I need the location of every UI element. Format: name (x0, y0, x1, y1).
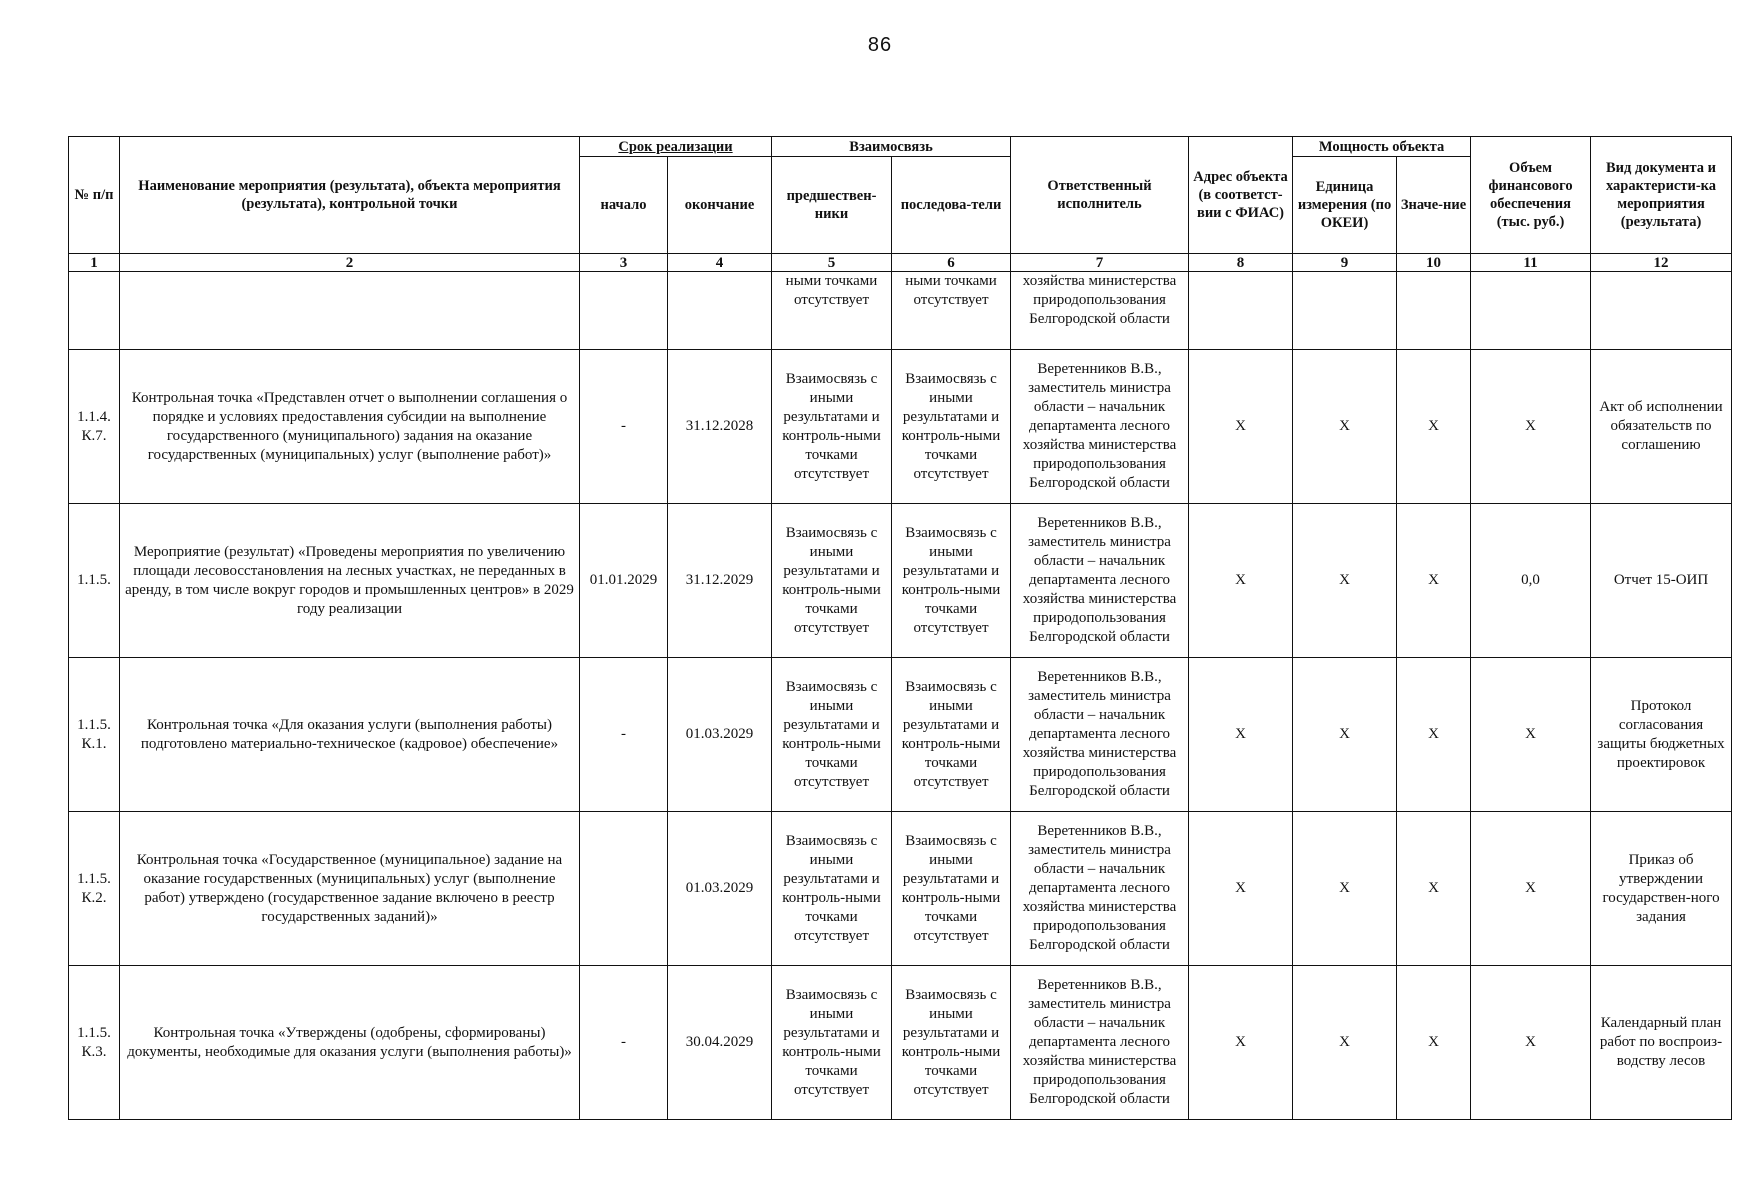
cell-finance (1471, 272, 1591, 350)
cell-address: X (1189, 504, 1293, 658)
cell-name: Контрольная точка «Представлен отчет о выполнении соглашения о порядке и условиях предоставления субсидии на выполнение государственного (муниципального) задания на оказание государственных (муниципальных) услуг (выполнение работ)» (120, 350, 580, 504)
cell-finance: X (1471, 966, 1591, 1120)
column-number: 8 (1189, 254, 1293, 272)
cell-unit: X (1293, 812, 1397, 966)
header-end: окончание (668, 157, 772, 254)
cell-value (1397, 272, 1471, 350)
cell-name: Контрольная точка «Утверждены (одобрены, сформированы) документы, необходимые для оказания услуги (выполнения работы)» (120, 966, 580, 1120)
header-value: Значе-ние (1397, 157, 1471, 254)
cell-end: 30.04.2029 (668, 966, 772, 1120)
cell-successors: Взаимосвязь с иными результатами и контроль-ными точками отсутствует (892, 812, 1011, 966)
cell-num (69, 272, 120, 350)
table-row (69, 812, 1732, 966)
cell-start (580, 272, 668, 350)
header-link-group: Взаимосвязь (772, 137, 1011, 157)
cell-document: Приказ об утверждении государствен-ного задания (1591, 812, 1732, 966)
cell-num: 1.1.5. К.1. (69, 658, 120, 812)
cell-predecessors: ными точками отсутствует (772, 272, 892, 350)
cell-finance: 0,0 (1471, 504, 1591, 658)
column-number: 10 (1397, 254, 1471, 272)
cell-predecessors: Взаимосвязь с иными результатами и контроль-ными точками отсутствует (772, 504, 892, 658)
cell-responsible: Веретенников В.В., заместитель министра области – начальник департамента лесного хозяйства министерства природопользования Белгородской области (1011, 504, 1189, 658)
column-number: 7 (1011, 254, 1189, 272)
cell-finance: X (1471, 350, 1591, 504)
cell-successors: Взаимосвязь с иными результатами и контроль-ными точками отсутствует (892, 504, 1011, 658)
cell-document: Календарный план работ по воспроиз-водству лесов (1591, 966, 1732, 1120)
cell-unit: X (1293, 504, 1397, 658)
cell-unit: X (1293, 350, 1397, 504)
implementation-plan-table (68, 136, 1732, 1120)
cell-end: 31.12.2028 (668, 350, 772, 504)
cell-end: 31.12.2029 (668, 504, 772, 658)
cell-end: 01.03.2029 (668, 812, 772, 966)
header-successors: последова-тели (892, 157, 1011, 254)
cell-document: Протокол согласования защиты бюджетных проектировок (1591, 658, 1732, 812)
header-row-top (69, 137, 1732, 157)
cell-value: X (1397, 658, 1471, 812)
cell-predecessors: Взаимосвязь с иными результатами и контроль-ными точками отсутствует (772, 658, 892, 812)
table-row (69, 504, 1732, 658)
cell-responsible: хозяйства министерства природопользования Белгородской области (1011, 272, 1189, 350)
table-row (69, 350, 1732, 504)
cell-responsible: Веретенников В.В., заместитель министра области – начальник департамента лесного хозяйства министерства природопользования Белгородской области (1011, 966, 1189, 1120)
cell-address: X (1189, 658, 1293, 812)
cell-responsible: Веретенников В.В., заместитель министра области – начальник департамента лесного хозяйства министерства природопользования Белгородской области (1011, 658, 1189, 812)
header-document: Вид документа и характеристи-ка мероприятия (результата) (1591, 137, 1732, 254)
header-name: Наименование мероприятия (результата), объекта мероприятия (результата), контрольной точки (120, 137, 580, 254)
cell-end: 01.03.2029 (668, 658, 772, 812)
cell-num: 1.1.4. К.7. (69, 350, 120, 504)
cell-start: - (580, 658, 668, 812)
cell-document: Акт об исполнении обязательств по соглашению (1591, 350, 1732, 504)
cell-address (1189, 272, 1293, 350)
header-finance: Объем финансового обеспечения (тыс. руб.) (1471, 137, 1591, 254)
cell-num: 1.1.5. (69, 504, 120, 658)
cell-successors: Взаимосвязь с иными результатами и контроль-ными точками отсутствует (892, 350, 1011, 504)
cell-unit: X (1293, 966, 1397, 1120)
cell-unit: X (1293, 658, 1397, 812)
cell-predecessors: Взаимосвязь с иными результатами и контроль-ными точками отсутствует (772, 350, 892, 504)
cell-responsible: Веретенников В.В., заместитель министра области – начальник департамента лесного хозяйства министерства природопользования Белгородской области (1011, 350, 1189, 504)
cell-name: Контрольная точка «Государственное (муниципальное) задание на оказание государственных (муниципальных) услуг (выполнение работ) утверждено (государственное задание включено в реестр государственных заданий)» (120, 812, 580, 966)
column-number: 5 (772, 254, 892, 272)
column-number: 9 (1293, 254, 1397, 272)
continuation-row (69, 272, 1732, 350)
cell-end (668, 272, 772, 350)
cell-value: X (1397, 812, 1471, 966)
cell-address: X (1189, 350, 1293, 504)
cell-predecessors: Взаимосвязь с иными результатами и контроль-ными точками отсутствует (772, 812, 892, 966)
cell-value: X (1397, 504, 1471, 658)
cell-successors: Взаимосвязь с иными результатами и контроль-ными точками отсутствует (892, 966, 1011, 1120)
column-number: 2 (120, 254, 580, 272)
cell-start (580, 812, 668, 966)
cell-finance: X (1471, 658, 1591, 812)
column-number: 4 (668, 254, 772, 272)
cell-start: - (580, 350, 668, 504)
column-numbers-row (69, 254, 1732, 272)
cell-responsible: Веретенников В.В., заместитель министра области – начальник департамента лесного хозяйства министерства природопользования Белгородской области (1011, 812, 1189, 966)
cell-name (120, 272, 580, 350)
header-period-group: Срок реализации (580, 137, 772, 157)
column-number: 1 (69, 254, 120, 272)
cell-document (1591, 272, 1732, 350)
cell-value: X (1397, 966, 1471, 1120)
cell-finance: X (1471, 812, 1591, 966)
cell-successors: Взаимосвязь с иными результатами и контроль-ными точками отсутствует (892, 658, 1011, 812)
header-predecessors: предшествен-ники (772, 157, 892, 254)
cell-value: X (1397, 350, 1471, 504)
column-number: 3 (580, 254, 668, 272)
page-number: 86 (867, 34, 893, 56)
table-row (69, 966, 1732, 1120)
cell-name: Контрольная точка «Для оказания услуги (выполнения работы) подготовлено материально-техническое (кадровое) обеспечение» (120, 658, 580, 812)
cell-predecessors: Взаимосвязь с иными результатами и контроль-ными точками отсутствует (772, 966, 892, 1120)
header-address: Адрес объекта (в соответст-вии с ФИАС) (1189, 137, 1293, 254)
cell-address: X (1189, 812, 1293, 966)
cell-start: 01.01.2029 (580, 504, 668, 658)
cell-document: Отчет 15-ОИП (1591, 504, 1732, 658)
header-responsible: Ответственный исполнитель (1011, 137, 1189, 254)
header-unit: Единица измерения (по ОКЕИ) (1293, 157, 1397, 254)
header-num: № п/п (69, 137, 120, 254)
cell-start: - (580, 966, 668, 1120)
cell-num: 1.1.5. К.2. (69, 812, 120, 966)
header-capacity-group: Мощность объекта (1293, 137, 1471, 157)
cell-successors: ными точками отсутствует (892, 272, 1011, 350)
cell-name: Мероприятие (результат) «Проведены мероприятия по увеличению площади лесовосстановления на лесных участках, не переданных в аренду, в том числе вокруг городов и промышленных центров» в 2029 году реализации (120, 504, 580, 658)
column-number: 6 (892, 254, 1011, 272)
header-start: начало (580, 157, 668, 254)
cell-unit (1293, 272, 1397, 350)
column-number: 11 (1471, 254, 1591, 272)
cell-address: X (1189, 966, 1293, 1120)
table-row (69, 658, 1732, 812)
cell-num: 1.1.5. К.3. (69, 966, 120, 1120)
column-number: 12 (1591, 254, 1732, 272)
